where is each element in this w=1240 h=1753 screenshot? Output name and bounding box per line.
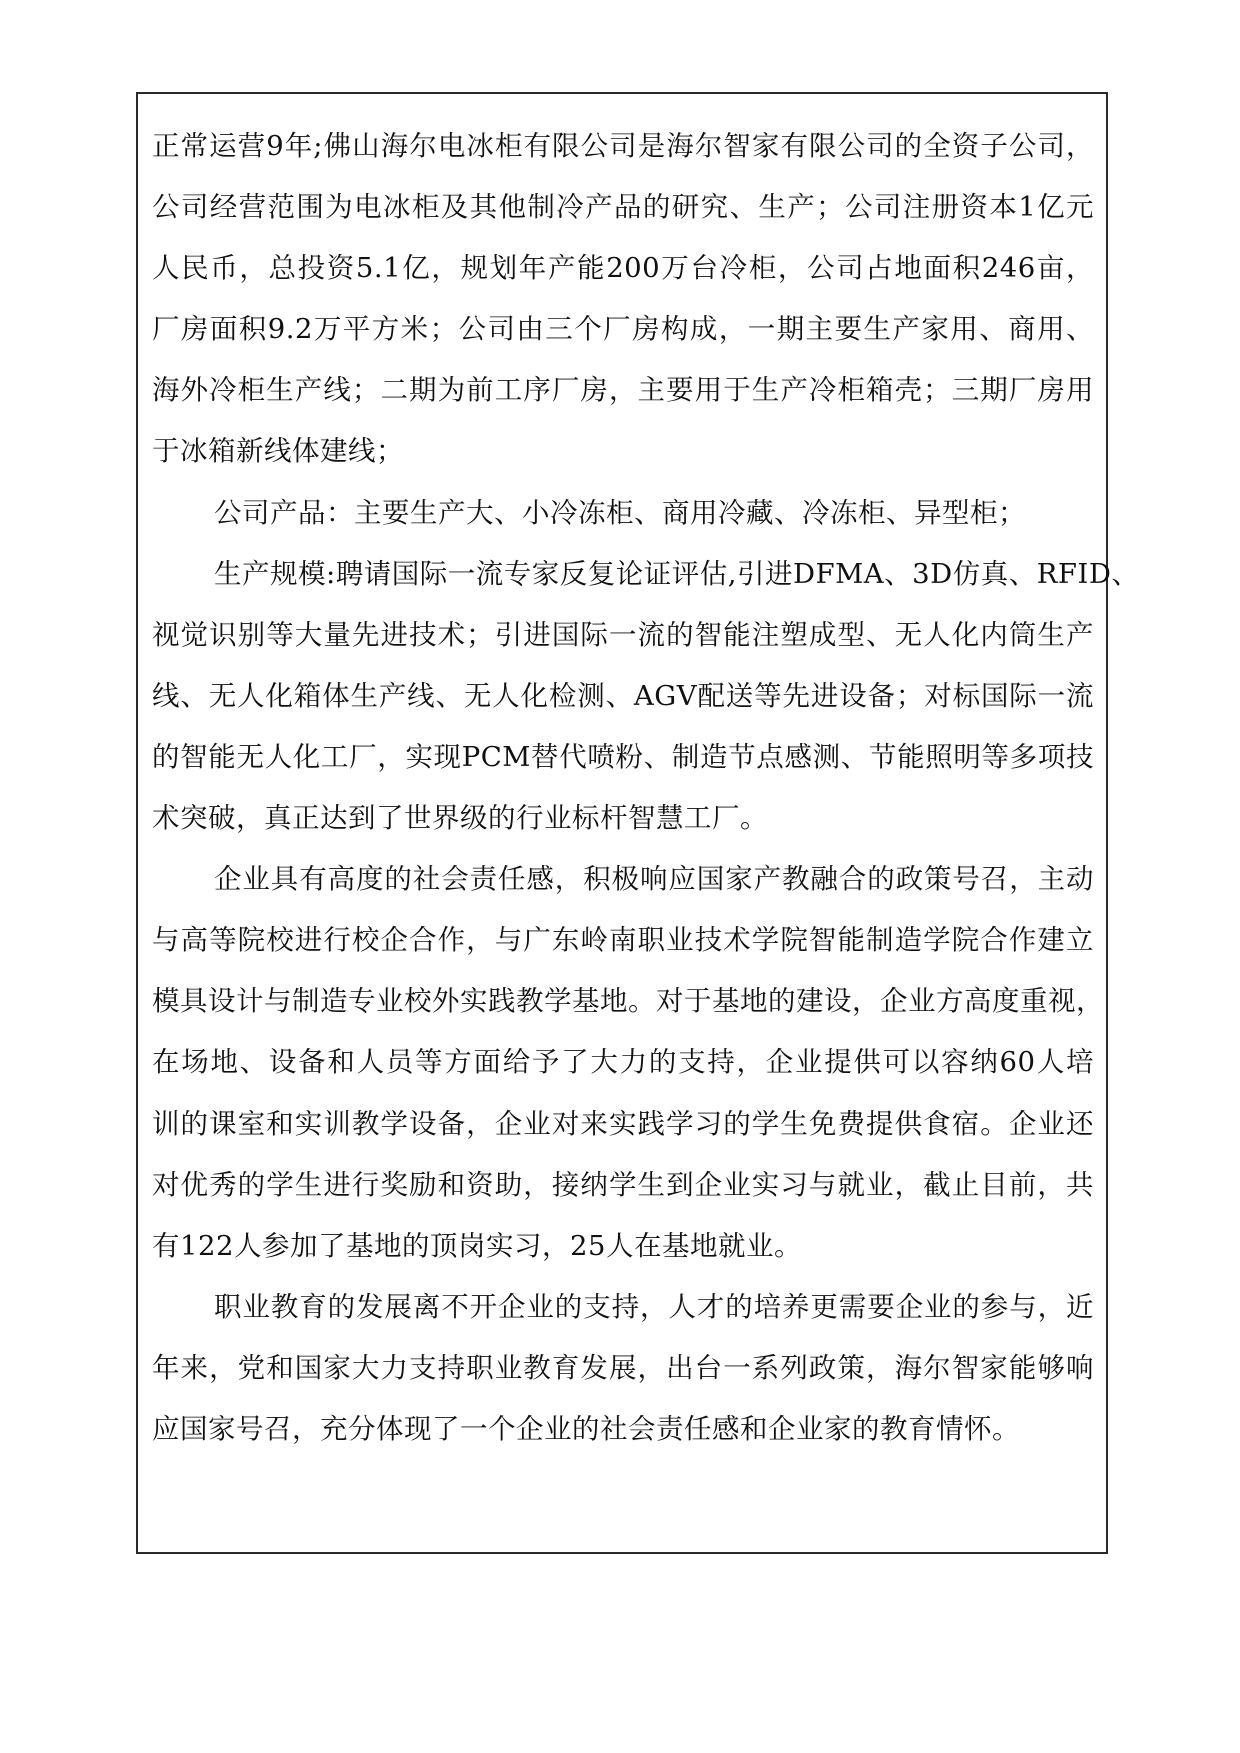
text-line: 训的课室和实训教学设备，企业对来实践学习的学生免费提供食宿。企业还 [152,1107,1094,1140]
text-line: 企业具有高度的社会责任感，积极响应国家产教融合的政策号召，主动 [214,863,1094,896]
text-line: 模具设计与制造专业校外实践教学基地。对于基地的建设，企业方高度重视， [152,985,1104,1018]
text-line: 术突破，真正达到了世界级的行业标杆智慧工厂。 [152,802,768,835]
text-line: 于冰箱新线体建线； [152,435,404,468]
text-line: 职业教育的发展离不开企业的支持，人才的培养更需要企业的参与，近 [214,1290,1094,1323]
text-line: 人民币，总投资5.1亿，规划年产能200万台冷柜，公司占地面积246亩， [152,252,1094,285]
text-line: 应国家号召，充分体现了一个企业的社会责任感和企业家的教育情怀。 [152,1412,1020,1445]
text-line: 年来，党和国家大力支持职业教育发展，出台一系列政策，海尔智家能够响 [152,1351,1094,1384]
text-line: 公司产品：主要生产大、小冷冻柜、商用冷藏、冷冻柜、异型柜； [214,496,1026,529]
document-body [152,116,1140,1460]
text-line: 的智能无人化工厂，实现PCM替代喷粉、制造节点感测、节能照明等多项技 [152,740,1094,773]
text-line: 公司经营范围为电冰柜及其他制冷产品的研究、生产；公司注册资本1亿元 [152,191,1094,224]
text-line: 与高等院校进行校企合作，与广东岭南职业技术学院智能制造学院合作建立 [152,924,1094,957]
document-frame [136,92,1140,1554]
text-line: 视觉识别等大量先进技术；引进国际一流的智能注塑成型、无人化内筒生产 [152,618,1094,651]
text-line: 生产规模:聘请国际一流专家反复论证评估,引进DFMA、3D仿真、RFID、 [214,557,1140,590]
text-line: 在场地、设备和人员等方面给予了大力的支持，企业提供可以容纳60人培 [152,1046,1094,1079]
text-line: 正常运营9年;佛山海尔电冰柜有限公司是海尔智家有限公司的全资子公司， [152,130,1094,162]
text-line: 海外冷柜生产线；二期为前工序厂房，主要用于生产冷柜箱壳；三期厂房用 [152,374,1094,407]
text-line: 有122人参加了基地的顶岗实习，25人在基地就业。 [152,1229,802,1262]
text-line: 线、无人化箱体生产线、无人化检测、AGV配送等先进设备；对标国际一流 [152,679,1094,712]
text-line: 厂房面积9.2万平方米；公司由三个厂房构成，一期主要生产家用、商用、 [152,313,1094,346]
text-line: 对优秀的学生进行奖励和资助，接纳学生到企业实习与就业，截止目前，共 [152,1168,1094,1201]
